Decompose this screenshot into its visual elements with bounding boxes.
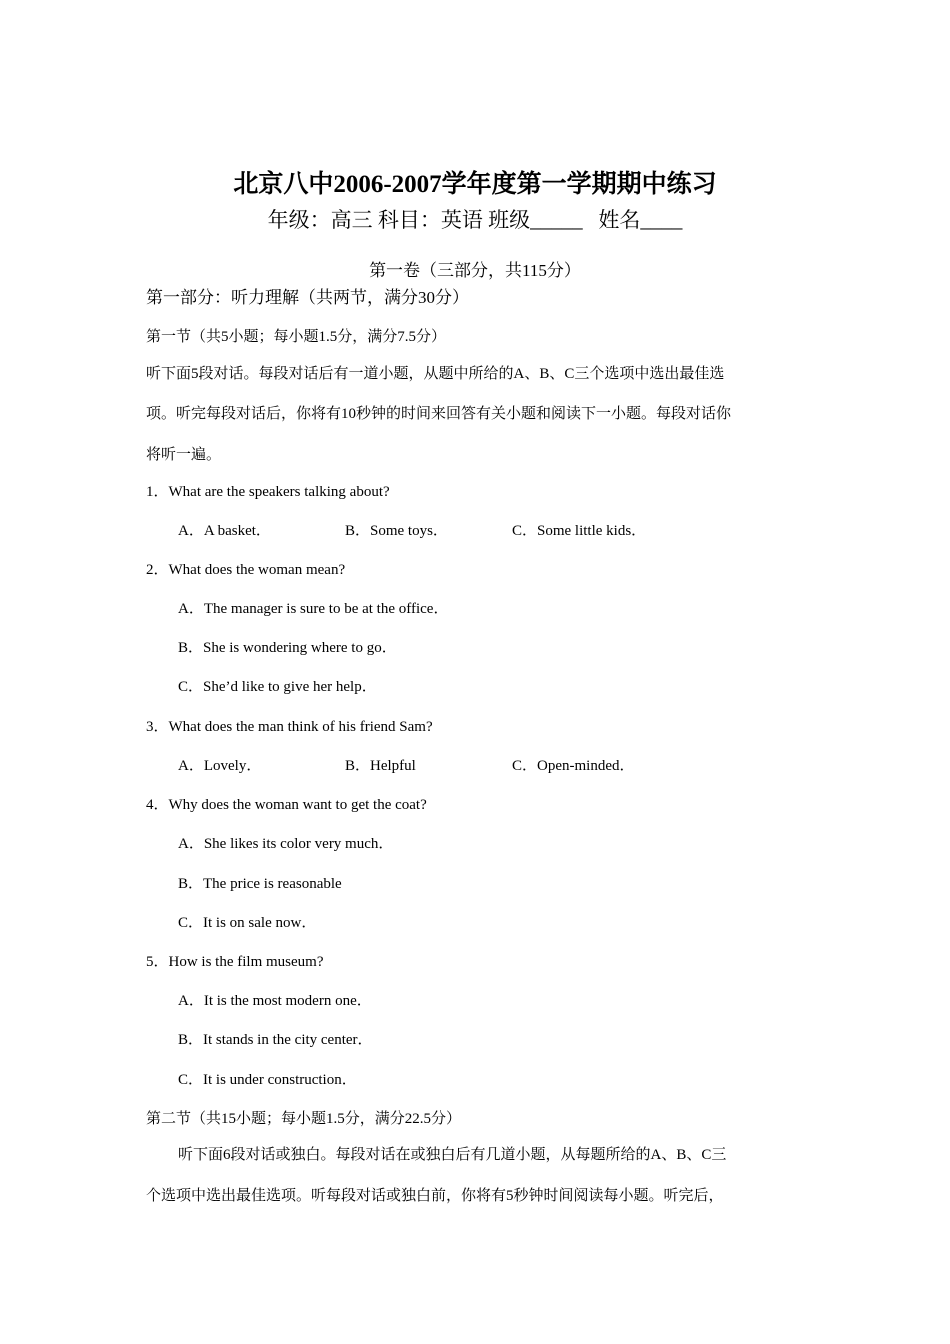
q5-option-a: A．It is the most modern one． <box>178 993 372 1009</box>
question-4: 4．Why does the woman want to get the coat? <box>146 797 427 813</box>
volume-heading: 第一卷（三部分，共115分） <box>369 261 581 280</box>
q1-option-a: A．A basket． <box>178 523 271 539</box>
section1-heading: 第一节（共5小题；每小题1.5分，满分7.5分） <box>146 329 447 345</box>
section2-instruction-line: 个选项中选出最佳选项。听每段对话或独白前，你将有5秒钟时间阅读每小题。听完后， <box>146 1188 724 1204</box>
section1-instruction-line: 将听一遍。 <box>146 447 222 463</box>
q3-option-c: C．Open-minded． <box>512 758 635 774</box>
question-5: 5．How is the film museum? <box>146 954 324 970</box>
q2-option-b: B．She is wondering where to go． <box>178 640 397 656</box>
q3-option-a: A．Lovely． <box>178 758 262 774</box>
q4-option-c: C．It is on sale now． <box>178 915 317 931</box>
q1-option-c: C．Some little kids． <box>512 523 647 539</box>
question-3: 3．What does the man think of his friend Sam? <box>146 719 433 735</box>
question-2: 2．What does the woman mean? <box>146 562 346 578</box>
q4-option-b: B．The price is reasonable <box>178 876 342 892</box>
q5-option-b: B．It stands in the city center． <box>178 1032 373 1048</box>
name-blank[interactable]: ____ <box>640 208 683 232</box>
exam-title: 北京八中2006-2007学年度第一学期期中练习 <box>233 171 717 198</box>
q2-option-c: C．She’d like to give her help． <box>178 679 377 695</box>
name-label: 姓名 <box>598 208 641 232</box>
q1-option-b: B．Some toys． <box>345 523 448 539</box>
question-1: 1．What are the speakers talking about? <box>146 484 390 500</box>
grade-subject-label: 年级：高三 科目：英语 班级 <box>267 208 531 232</box>
q2-option-a: A．The manager is sure to be at the office． <box>178 601 449 617</box>
section2-heading: 第二节（共15小题；每小题1.5分，满分22.5分） <box>146 1111 462 1127</box>
part1-heading: 第一部分：听力理解（共两节，满分30分） <box>146 288 469 307</box>
q4-option-a: A．She likes its color very much． <box>178 836 394 852</box>
section2-instruction-line: 听下面6段对话或独白。每段对话在或独白后有几道小题，从每题所给的A、B、C三 <box>178 1147 727 1163</box>
q5-option-c: C．It is under construction． <box>178 1072 357 1088</box>
exam-subtitle <box>0 210 950 231</box>
class-blank[interactable]: _____ <box>530 208 583 232</box>
q3-option-b: B．Helpful <box>345 758 416 774</box>
section1-instruction-line: 项。听完每段对话后，你将有10秒钟的时间来回答有关小题和阅读下一小题。每段对话你 <box>146 406 732 422</box>
section1-instruction-line: 听下面5段对话。每段对话后有一道小题，从题中所给的A、B、C三个选项中选出最佳选 <box>146 366 725 382</box>
